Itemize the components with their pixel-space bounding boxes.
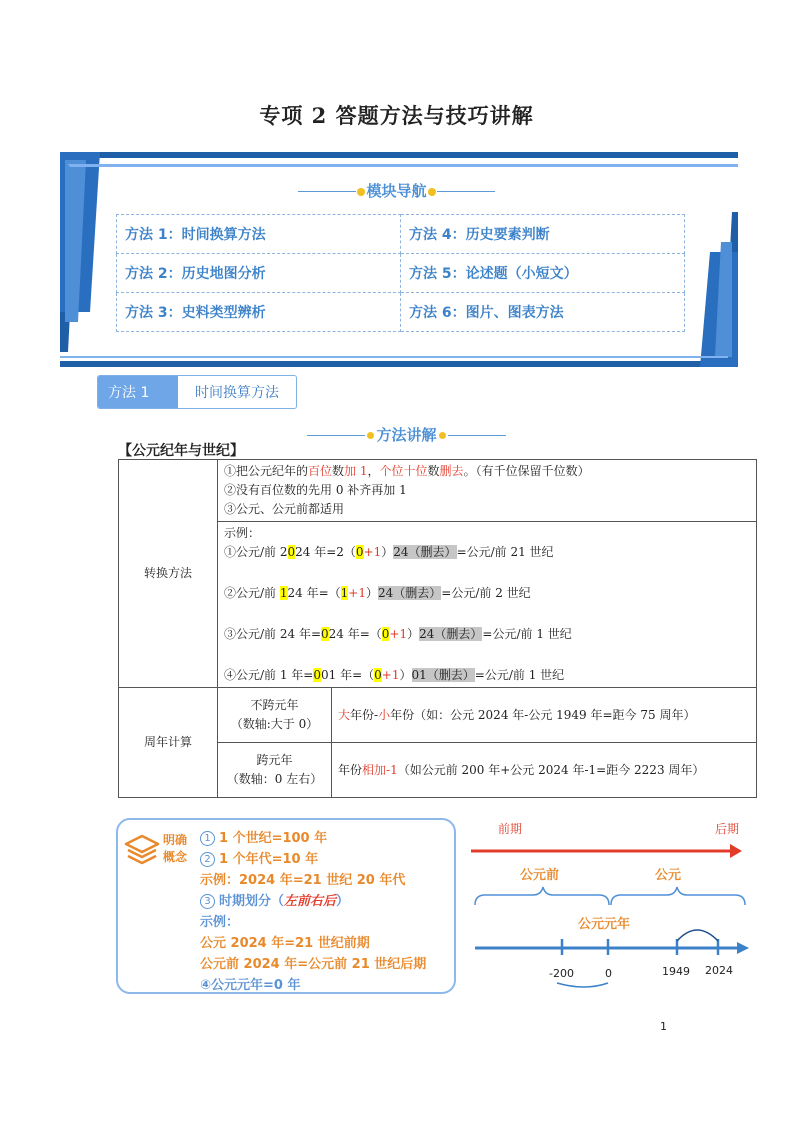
example-2: ②公元/前 124 年=（1+1）24（删去）=公元/前 2 世纪	[224, 586, 531, 600]
brace-bce	[475, 887, 609, 905]
timeline-late: 后期	[715, 822, 740, 836]
example-1: ①公元/前 2024 年=2（0+1）24（删去）=公元/前 21 世纪	[224, 545, 554, 559]
arc-1949-2024	[677, 930, 718, 941]
conversion-table	[118, 459, 757, 798]
sub-label-cross-2: （数轴：0 左右）	[226, 772, 323, 786]
nav-item-method2[interactable]: 方法 2：历史地图分析	[117, 254, 401, 293]
rule-1: ①把公元纪年的百位数加 1，个位十位数删去。（有千位保留千位数）	[224, 464, 590, 478]
sub-label-no-cross-2: （数轴:大于 0）	[230, 717, 319, 731]
rules-cell	[218, 460, 757, 522]
tick-label-0: 0	[605, 967, 612, 980]
timeline-year-one: 公元元年	[578, 917, 631, 932]
rule-no-cross: 大年份-小年份（如：公元 2024 年-公元 1949 年=距今 75 周年）	[332, 688, 757, 743]
nav-table	[116, 214, 685, 332]
row-label-conversion: 转换方法	[119, 460, 218, 688]
timeline-ce: 公元	[655, 868, 682, 883]
concept-line-5: 示例：	[200, 915, 240, 930]
nav-item-method1[interactable]: 方法 1：时间换算方法	[117, 215, 401, 254]
nav-item-method6[interactable]: 方法 6：图片、图表方法	[401, 293, 685, 332]
sub-label-cross-1: 跨元年	[256, 753, 293, 767]
section-title: 【公元纪年与世纪】	[118, 443, 244, 459]
red-arrow-head-icon	[730, 844, 742, 858]
rule-3: ③公元、公元前都适用	[224, 502, 345, 516]
nav-item-method5[interactable]: 方法 5：论述题（小短文）	[401, 254, 685, 293]
nav-item-method4[interactable]: 方法 4：历史要素判断	[401, 215, 685, 254]
sub-label-cross	[218, 743, 332, 798]
row-label-anniversary: 周年计算	[119, 688, 218, 798]
sub-label-no-cross-1: 不跨元年	[250, 698, 299, 712]
nav-heading	[0, 180, 793, 201]
explain-heading-text: 方法讲解	[376, 426, 437, 444]
arc-minus200-0	[557, 983, 608, 987]
method-tab-title: 时间换算方法	[178, 376, 296, 408]
blue-arrow-head-icon	[737, 942, 749, 954]
sub-label-no-cross	[218, 688, 332, 743]
timeline-early: 前期	[498, 822, 523, 836]
brace-ce	[611, 887, 745, 905]
page-number: 1	[660, 1020, 667, 1033]
circle-1-icon: 1	[200, 831, 215, 846]
nav-heading-text: 模块导航	[366, 182, 427, 200]
examples-cell	[218, 522, 757, 688]
rule-2: ②没有百位数的先用 0 补齐再加 1	[224, 483, 407, 497]
method-tab	[97, 375, 297, 409]
concept-line-8: ④公元元年=0 年	[200, 978, 301, 993]
example-4: ④公元/前 1 年=001 年=（0+1）01（删去）=公元/前 1 世纪	[224, 668, 565, 682]
concept-line-3: 示例：2024 年=21 世纪 20 年代	[200, 873, 406, 888]
concept-line-2: 2 1 个年代=10 年	[200, 849, 426, 870]
method-tab-label: 方法 1	[98, 376, 178, 408]
layers-icon	[124, 834, 160, 868]
rule-cross: 年份相加-1（如公元前 200 年+公元 2024 年-1=距今 2223 周年）	[332, 743, 757, 798]
concept-lines	[200, 828, 426, 996]
timeline-bce: 公元前	[520, 868, 560, 883]
concept-label: 明确概念	[163, 833, 188, 864]
circle-3-icon: 3	[200, 894, 215, 909]
tick-label-2024: 2024	[705, 964, 733, 977]
circle-2-icon: 2	[200, 852, 215, 867]
nav-item-method3[interactable]: 方法 3：史料类型辨析	[117, 293, 401, 332]
concept-line-6: 公元 2024 年=21 世纪前期	[200, 936, 370, 951]
concept-line-4: 3 时期划分（左前右后）	[200, 891, 426, 912]
tick-label-1949: 1949	[662, 965, 690, 978]
tick-label-minus200: -200	[549, 967, 574, 980]
timeline-diagram	[465, 815, 755, 990]
page-title: 专项 2 答题方法与技巧讲解	[259, 103, 534, 128]
example-3: ③公元/前 24 年=024 年=（0+1）24（删去）=公元/前 1 世纪	[224, 627, 572, 641]
concept-line-1: 1 1 个世纪=100 年	[200, 828, 426, 849]
concept-line-7: 公元前 2024 年=公元前 21 世纪后期	[200, 957, 427, 972]
example-label: 示例：	[224, 526, 261, 540]
